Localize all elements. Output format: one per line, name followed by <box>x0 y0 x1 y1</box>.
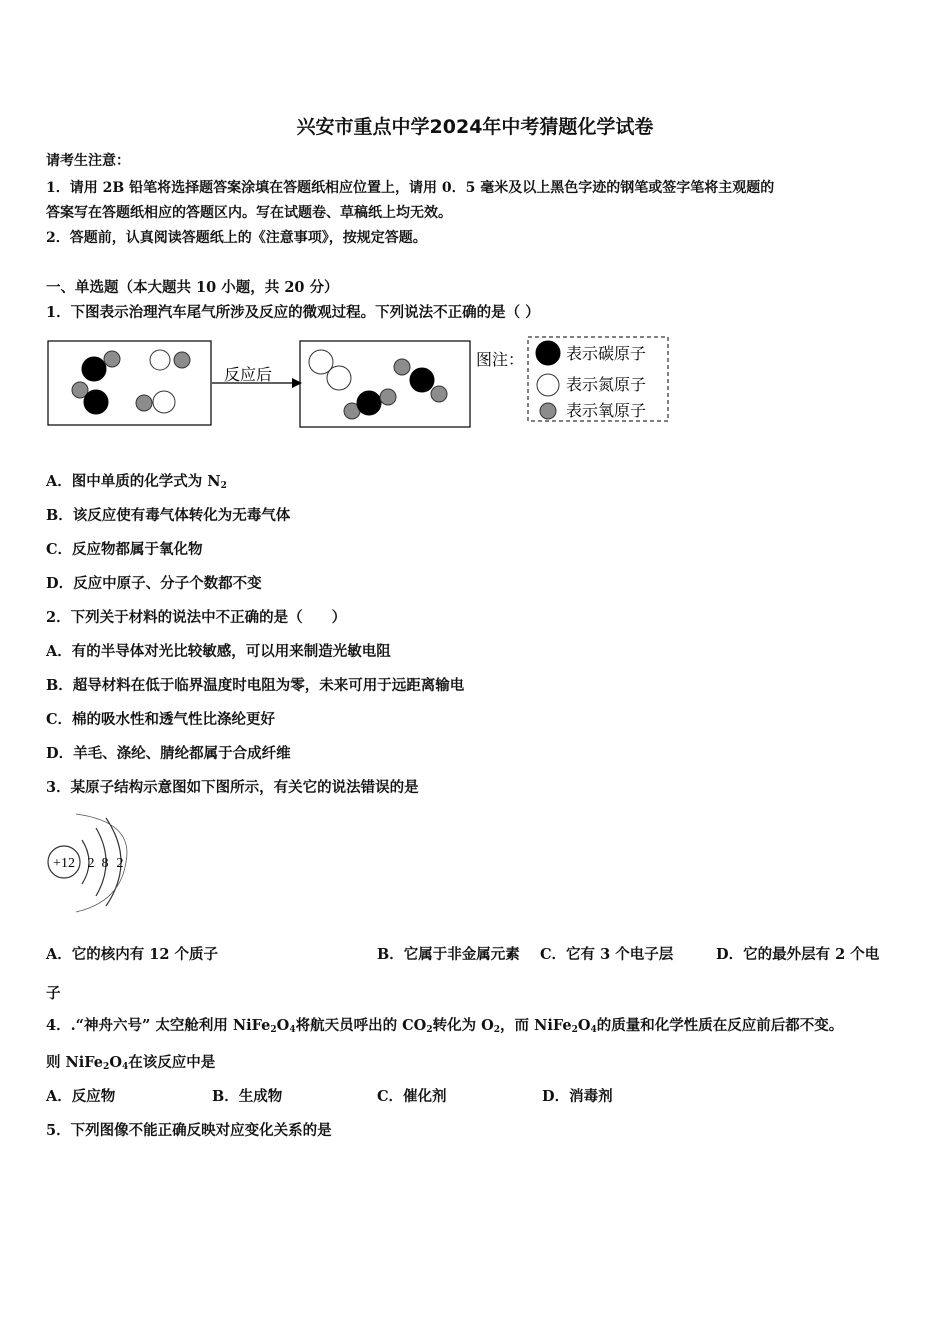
question-5-stem: 5．下列图像不能正确反映对应变化关系的是 <box>46 1122 332 1139</box>
q4-sub-1: 2 <box>270 1025 277 1035</box>
q4-l2-text-3: 在该反应中是 <box>128 1054 216 1071</box>
q4-option-a: A．反应物 <box>46 1088 116 1105</box>
notice-line-2: 2．答题前，认真阅读答题纸上的《注意事项》，按规定答题。 <box>46 230 427 246</box>
q4-option-d: D．消毒剂 <box>542 1088 613 1105</box>
q4-l2-text-2: O <box>109 1054 122 1071</box>
q1-option-a-text: A．图中单质的化学式为 N <box>46 473 221 490</box>
legend-oxygen-icon <box>540 403 556 419</box>
oxygen-atom <box>174 352 190 368</box>
q2-option-c: C．棉的吸水性和透气性比涤纶更好 <box>46 711 276 728</box>
section-heading: 一、单选题（本大题共 10 小题，共 20 分） <box>46 279 339 296</box>
legend-carbon-label: 表示碳原子 <box>566 344 647 363</box>
q1-option-a-sub: 2 <box>220 481 227 491</box>
q3-option-d-wrap: 子 <box>46 985 61 1002</box>
q1-option-b: B．该反应使有毒气体转化为无毒气体 <box>46 507 291 524</box>
oxygen-atom <box>394 359 410 375</box>
oxygen-atom <box>104 351 120 367</box>
shell-1-electrons: 2 <box>87 856 95 871</box>
q4-l2-sub-1: 2 <box>103 1062 110 1072</box>
q4-option-c: C．催化剂 <box>377 1088 447 1105</box>
q3-option-d: D．它的最外层有 2 个电 <box>716 946 880 963</box>
q4-text-2: O <box>276 1017 290 1034</box>
oxygen-atom <box>431 386 447 402</box>
carbon-atom <box>357 391 381 415</box>
q4-l2-sub-2: 4 <box>121 1062 129 1072</box>
q4-text-5: ，而 NiFe <box>500 1017 572 1034</box>
shell-3-electrons: 2 <box>116 856 124 871</box>
q3-option-c: C．它有 3 个电子层 <box>540 946 674 963</box>
arrow-label: 反应后 <box>224 365 273 384</box>
q4-text-7: 的质量和化学性质在反应前后都不变。 <box>596 1017 844 1034</box>
notice-line-1b: 答案写在答题纸相应的答题区内。写在试题卷、草稿纸上均无效。 <box>46 205 452 221</box>
question-4-stem-line-1 <box>46 1014 843 1035</box>
question-3-stem: 3．某原子结构示意图如下图所示，有关它的说法错误的是 <box>46 779 419 796</box>
q2-option-a: A．有的半导体对光比较敏感，可以用来制造光敏电阻 <box>46 643 391 660</box>
notice-line-1a: 1．请用 2B 铅笔将选择题答案涂填在答题纸相应位置上，请用 0．5 毫米及以上黑色字迹的钢笔或签字笔将主观题的 <box>46 180 775 196</box>
nitrogen-atom <box>327 366 351 390</box>
q4-text-1: 4．.“神舟六号” 太空舱利用 NiFe <box>46 1017 271 1034</box>
q3-option-b: B．它属于非金属元素 <box>377 946 520 963</box>
q4-text-3: 将航天员呼出的 CO <box>295 1017 427 1034</box>
carbon-atom <box>410 368 434 392</box>
q4-sub-2: 4 <box>289 1025 296 1035</box>
q2-option-d: D．羊毛、涤纶、腈纶都属于合成纤维 <box>46 745 291 762</box>
reaction-diagram-svg <box>46 334 676 434</box>
question-4-stem-line-2 <box>46 1051 215 1072</box>
question-2-stem: 2．下列关于材料的说法中不正确的是（ ） <box>46 609 347 626</box>
q4-sub-3: 2 <box>426 1025 433 1035</box>
reaction-diagram <box>46 334 676 434</box>
notice-heading: 请考生注意： <box>46 153 130 169</box>
oxygen-atom <box>136 395 152 411</box>
q4-sub-6: 4 <box>590 1025 597 1035</box>
nucleus-charge: +12 <box>53 856 75 871</box>
q2-option-b: B．超导材料在低于临界温度时电阻为零，未来可用于远距离输电 <box>46 677 465 694</box>
page-title: 兴安市重点中学2024年中考猜题化学试卷 <box>296 116 654 138</box>
carbon-atom <box>84 390 108 414</box>
legend-oxygen-label: 表示氧原子 <box>566 401 647 420</box>
shell-2-electrons: 8 <box>101 856 109 871</box>
q1-option-d: D．反应中原子、分子个数都不变 <box>46 575 262 592</box>
q4-text-4: 转化为 O <box>432 1017 494 1034</box>
question-1-stem: 1．下图表示治理汽车尾气所涉及反应的微观过程。下列说法不正确的是（ ） <box>46 304 540 321</box>
q4-text-6: O <box>577 1017 591 1034</box>
oxygen-atom <box>380 389 396 405</box>
q1-option-a <box>46 470 227 491</box>
q4-sub-5: 2 <box>571 1025 578 1035</box>
q1-option-c: C．反应物都属于氧化物 <box>46 541 203 558</box>
atom-structure-diagram <box>44 804 134 920</box>
legend-carbon-icon <box>536 341 560 365</box>
q4-option-b: B．生成物 <box>212 1088 283 1105</box>
carbon-atom <box>82 357 106 381</box>
q4-sub-4: 2 <box>493 1025 501 1035</box>
nitrogen-atom <box>150 350 170 370</box>
legend-nitrogen-icon <box>537 374 559 396</box>
legend-nitrogen-label: 表示氮原子 <box>566 375 647 394</box>
legend-title: 图注： <box>476 350 525 369</box>
nitrogen-atom <box>153 391 175 413</box>
q4-l2-text-1: 则 NiFe <box>46 1054 104 1071</box>
q3-option-a: A．它的核内有 12 个质子 <box>46 946 219 963</box>
